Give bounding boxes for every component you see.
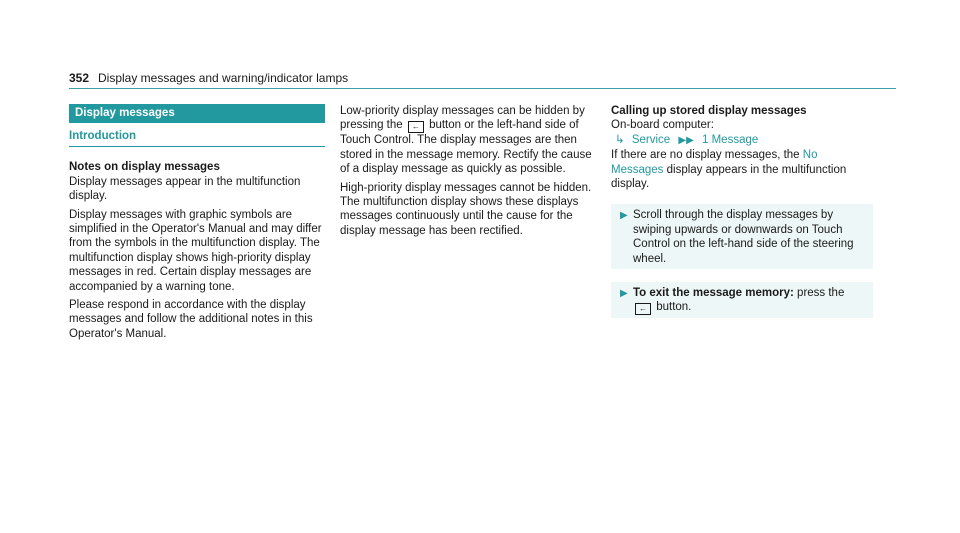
page-title: Display messages and warning/indicator lamps: [98, 71, 349, 85]
text-segment: Low-priority display messages can be hidden by pressing the: [340, 105, 585, 132]
paragraph: [340, 104, 596, 177]
text-segment: display appears in the multifunction display.: [611, 163, 847, 191]
step-text: Scroll through the display messages by swiping upwards or downwards on Touch Control on the left-hand side of the steering wheel.: [633, 209, 854, 265]
section-title: Display messages: [69, 104, 325, 123]
stored-messages-heading: Calling up stored display messages: [611, 105, 807, 117]
header-divider: [69, 88, 896, 89]
path-arrow-icon: ↳: [615, 133, 625, 146]
step-exit: [611, 282, 873, 318]
paragraph: [611, 148, 873, 191]
menu-message: 1 Message: [702, 133, 759, 146]
step-scroll: [611, 204, 873, 269]
column-left: [69, 104, 325, 341]
text-segment: button or the left-hand side of Touch Control. The display messages are then stored in the message memory. Rectify the cause of a display message as quickly as possible.: [340, 119, 592, 176]
notes-heading: Notes on display messages: [69, 161, 220, 174]
back-button-icon: ←: [408, 121, 424, 133]
back-button-icon: ←: [635, 303, 651, 315]
step-text: press the: [797, 287, 845, 300]
step-arrow-icon: ▶: [620, 288, 628, 300]
double-chevron-icon: ▶▶: [678, 134, 694, 146]
step-arrow-icon: ▶: [620, 210, 628, 222]
paragraph: High-priority display messages cannot be hidden. The multifunction display shows these displays messages continuously until the cause for the display message has been rectified.: [340, 181, 592, 237]
menu-service: Service: [631, 133, 671, 146]
page-number: 352: [69, 71, 90, 85]
step-text: button.: [656, 301, 692, 314]
subsection-title: Introduction: [69, 129, 325, 147]
text-segment: If there are no display messages, the: [611, 149, 800, 162]
page-header: [69, 71, 896, 91]
step-bold-text: To exit the message memory:: [633, 287, 794, 300]
paragraph: Display messages appear in the multifunction display.: [69, 175, 301, 203]
no-messages-label: No Messages: [611, 149, 818, 176]
column-right: [611, 104, 873, 318]
menu-path: [611, 133, 873, 148]
paragraph: Please respond in accordance with the display messages and follow the additional notes in this Operator's Manual.: [69, 299, 313, 340]
onboard-computer-label: On-board computer:: [611, 119, 714, 132]
paragraph: Display messages with graphic symbols are simplified in the Operator's Manual and may differ from the symbols in the multifunction display. The multifunction display shows high-priority display messages in red. Certain display messages are accompanied by a warning tone.: [69, 208, 322, 293]
column-middle: [340, 104, 596, 238]
